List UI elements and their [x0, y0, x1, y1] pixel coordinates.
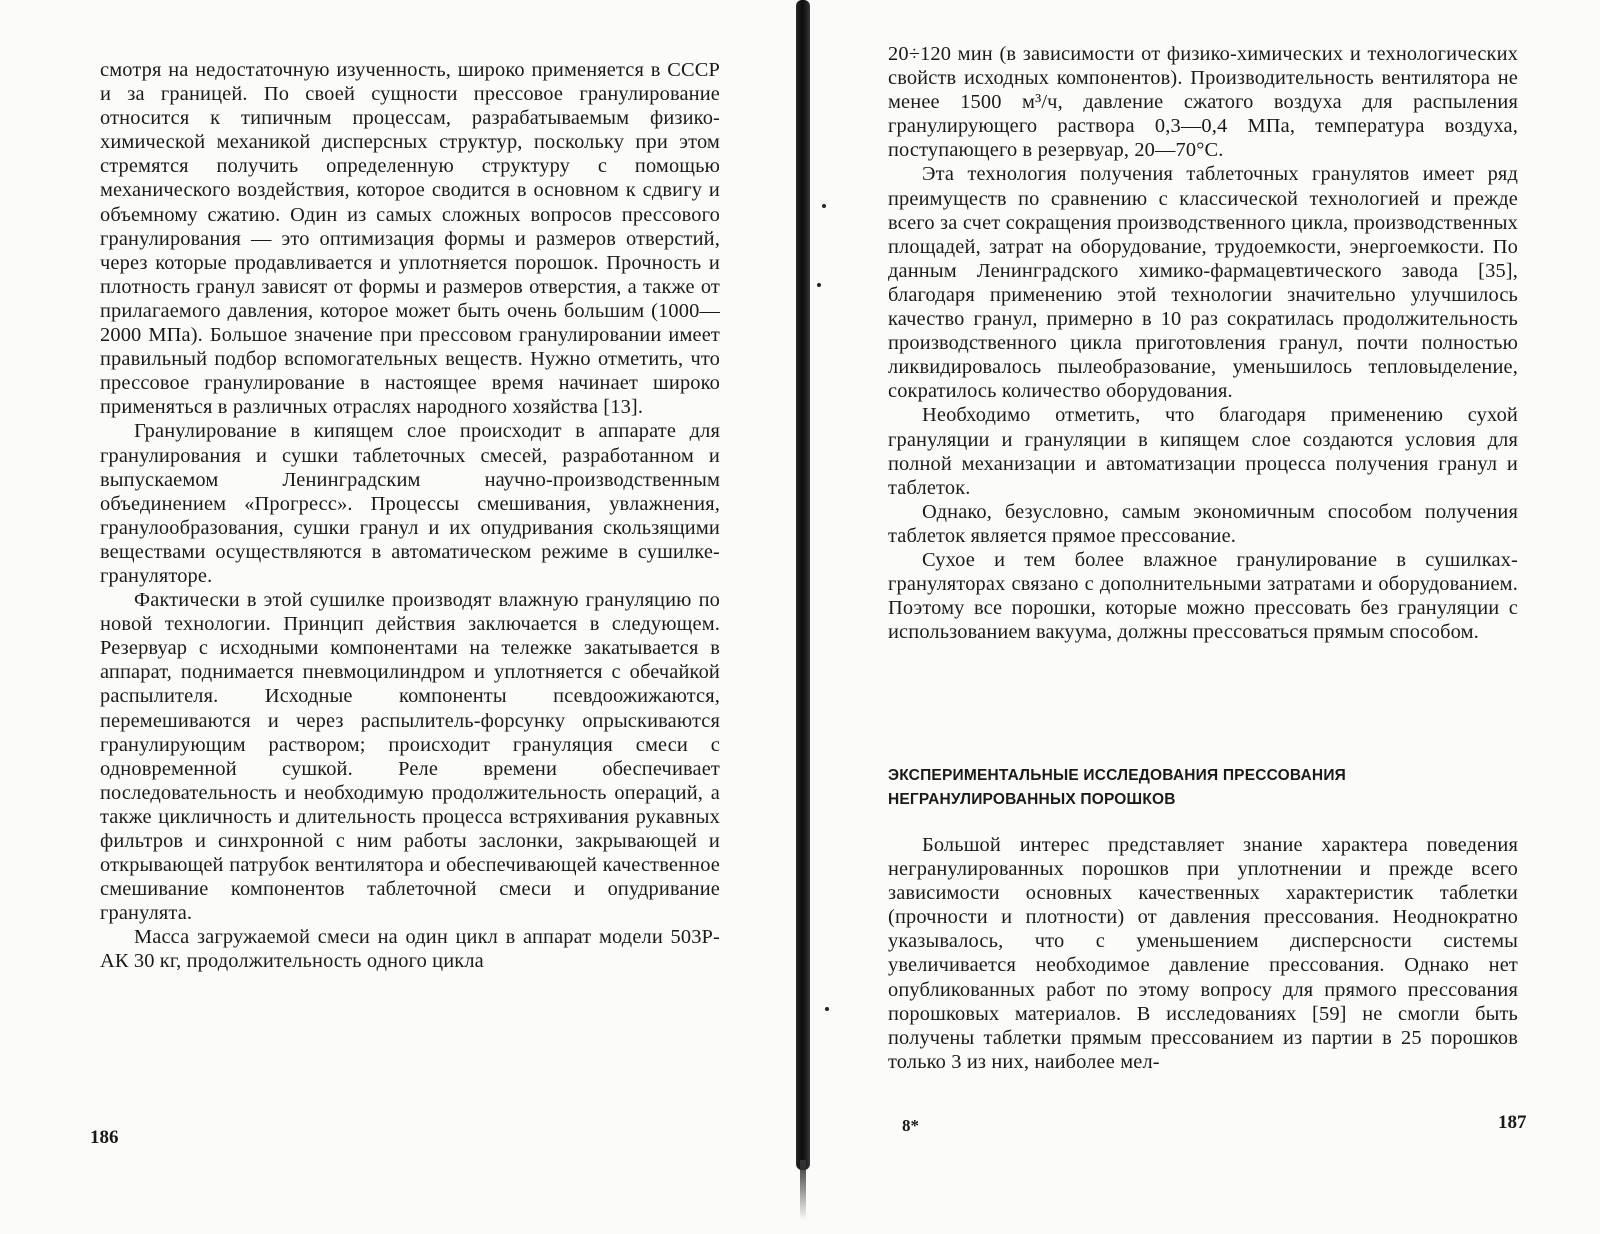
paragraph: Сухое и тем более влажное гранулирование в сушилках-грануляторах связано с дополнительными затратами и оборудованием. Поэтому все порошки, которые можно прессовать без грануляции с использованием вакуума, должны прессоваться прямым способом. [888, 548, 1518, 644]
paragraph: Эта технология получения таблеточных гранулятов имеет ряд преимуществ по сравнению с классической технологией и прежде всего за счет сокращения производственного цикла, производственных площадей, затрат на оборудование, трудоемкости, энергоемкости. По данным Ленинградского химико-фармацевтического завода [35], благодаря применению этой технологии значительно улучшилось качество гранул, примерно в 10 раз сократилась продолжительность производственного цикла приготовления гранул, почти полностью ликвидировалось пылеобразование, уменьшилось тепловыделение, сократилось количество оборудования. [888, 163, 1518, 403]
right-page-body-bottom [888, 833, 1518, 1074]
paragraph: 20÷120 мин (в зависимости от физико-химических и технологических свойств исходных компонентов). Производительность вентилятора не менее 1500 м³/ч, давление сжатого воздуха для распыления гранулирующего раствора 0,3—0,4 МПа, температура воздуха, поступающего в резервуар, 20—70°С. [888, 43, 1518, 162]
left-page-body [100, 58, 720, 974]
paragraph: Большой интерес представляет знание характера поведения негранулированных порошков при уплотнении и прежде всего зависимости основных качественных характеристик таблетки (прочности и плотности) от давления прессования. Неоднократно указывалось, что с уменьшением дисперсности системы увеличивается необходимое давление прессования. Однако нет опубликованных работ по этому вопросу для прямого прессования порошковых материалов. В исследованиях [59] не смогли быть получены таблетки прямым прессованием из партии в 25 порошков только 3 из них, наиболее мел- [888, 834, 1518, 1073]
right-page-body-top [888, 42, 1518, 644]
binding-gutter-fade [800, 1160, 806, 1220]
paragraph: Однако, безусловно, самым экономичным способом получения таблеток является прямое прессование. [888, 500, 1518, 547]
right-page [820, 0, 1600, 1234]
page-number-right: 187 [1498, 1112, 1527, 1133]
paragraph: Фактически в этой сушилке производят влажную грануляцию по новой технологии. Принцип действия заключается в следующем. Резервуар с исходными компонентами на тележке закатывается в аппарат, поднимается пневмоцилиндром и уплотняется с обечайкой распылителя. Исходные компоненты псевдоожижаются, перемешиваются и через распылитель-форсунку опрыскиваются гранулирующим раствором; происходит грануляция смеси с одновременной сушкой. Реле времени обеспечивает последовательность и необходимую продолжительность операций, а также цикличность и длительность процесса встряхивания рукавных фильтров и синхронной с ним работы заслонки, закрывающей и открывающей патрубок вентилятора и обеспечивающей качественное смешивание компонентов таблеточной смеси и опудривание гранулята. [100, 589, 720, 925]
paragraph: смотря на недостаточную изученность, широко применяется в СССР и за границей. По своей сущности прессовое гранулирование относится к типичным процессам, разрабатываемым физико-химической механикой дисперсных структур, поскольку при этом стремятся получить определенную структуру с помощью механического воздействия, которое сводится в основном к сдвигу и объемному сжатию. Один из самых сложных вопросов прессового гранулирования — это оптимизация формы и размеров отверстий, через которые продавливается и уплотняется порошок. Прочность и плотность гранул зависят от формы и размеров отверстия, а также от прилагаемого давления, которое может быть очень большим (1000—2000 МПа). Большое значение при прессовом гранулировании имеет правильный подбор вспомогательных веществ. Нужно отметить, что прессовое гранулирование в настоящее время начинает широко применяться в различных отраслях народного хозяйства [13]. [100, 59, 720, 419]
section-heading [888, 764, 1518, 812]
signature-mark: 8* [902, 1116, 919, 1135]
section-heading-line: ЭКСПЕРИМЕНТАЛЬНЫЕ ИССЛЕДОВАНИЯ ПРЕССОВАНИЯ [888, 767, 1346, 784]
section-heading-line: НЕГРАНУЛИРОВАННЫХ ПОРОШКОВ [888, 791, 1176, 808]
binding-gutter [796, 0, 810, 1170]
paragraph: Гранулирование в кипящем слое происходит в аппарате для гранулирования и сушки таблеточных смесей, разработанном и выпускаемом Ленинградским научно-производственным объединением «Прогресс». Процессы смешивания, увлажнения, гранулообразования, сушки гранул и их опудривания скользящими веществами осуществляются в автоматическом режиме в сушилке-грануляторе. [100, 420, 720, 587]
paragraph: Необходимо отметить, что благодаря применению сухой грануляции и грануляции в кипящем слое создаются условия для полной механизации и автоматизации процесса получения гранул и таблеток. [888, 404, 1518, 499]
left-page [0, 0, 780, 1234]
page-number-left: 186 [90, 1127, 119, 1148]
paragraph: Масса загружаемой смеси на один цикл в аппарат модели 503Р-АК 30 кг, продолжительность одного цикла [100, 926, 720, 973]
